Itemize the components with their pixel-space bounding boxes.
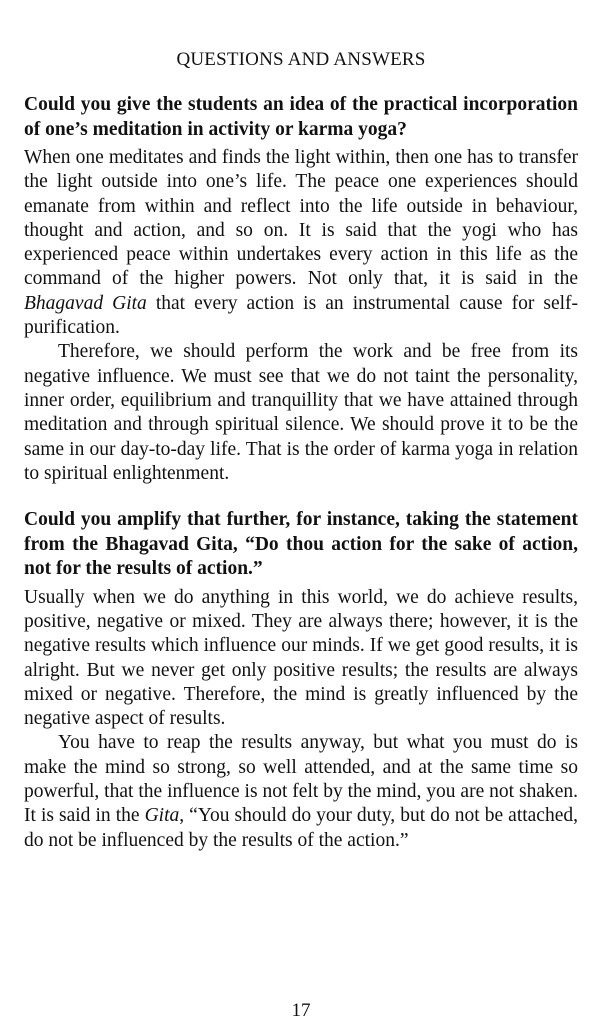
answer-2-paragraph-2: [24, 731, 578, 852]
answer-1-paragraph-1-text-b: that every action is an instrumental cause for self-purification.: [24, 292, 579, 339]
question-2: Could you amplify that further, for instance, taking the statement from the Bhagavad Gita, “Do thou action for the sake of action, not for the results of action.”: [24, 509, 578, 580]
answer-2-paragraph-1: Usually when we do anything in this world, we do achieve results, positive, negative or mixed. They are always there; however, it is the negative results which influence our minds. If we get good results, it is alright. But we never get only positive results; the results are always mixed or negative. Therefore, the mind is greatly influenced by the negative aspect of results.: [24, 586, 578, 730]
answer-1-paragraph-1: [24, 146, 578, 340]
answer-1-paragraph-1-text-a: When one meditates and finds the light within, then one has to transfer the light outside into one’s life. The peace one experiences should emanate from within and reflect into the life outside in behaviour, thought and action, and so on. It is said that the yogi who has experienced peace within undertakes every action in this life as the command of the higher powers. Not only that, it is said in the: [24, 147, 578, 290]
answer-2-paragraph-2-text-a: You have to reap the results anyway, but what you must do is make the mind so strong, so well attended, and at the same time so powerful, that the influence is not felt by the mind, you are not shaken. It is said in the: [24, 732, 578, 827]
page-number: 17: [291, 1000, 311, 1021]
bhagavad-gita-title: Bhagavad Gita: [24, 292, 147, 314]
page-content: [24, 93, 578, 853]
question-1: Could you give the students an idea of the practical incorporation of one’s meditation in activity or karma yoga?: [24, 94, 578, 140]
answer-1-paragraph-2: Therefore, we should perform the work and be free from its negative influence. We must see that we do not taint the personality, inner order, equilibrium and tranquillity that we have attained through meditation and through spiritual silence. We should prove it to be the same in our day-to-day life. That is the order of karma yoga in relation to spiritual enlightenment.: [24, 341, 578, 484]
answer-2-paragraph-2-text-b: , “You should do your duty, but do not be attached, do not be influenced by the results of the action.”: [24, 805, 578, 851]
running-head: QUESTIONS AND ANSWERS: [176, 49, 426, 70]
book-page: [24, 0, 578, 1031]
gita-title: Gita: [144, 805, 180, 827]
